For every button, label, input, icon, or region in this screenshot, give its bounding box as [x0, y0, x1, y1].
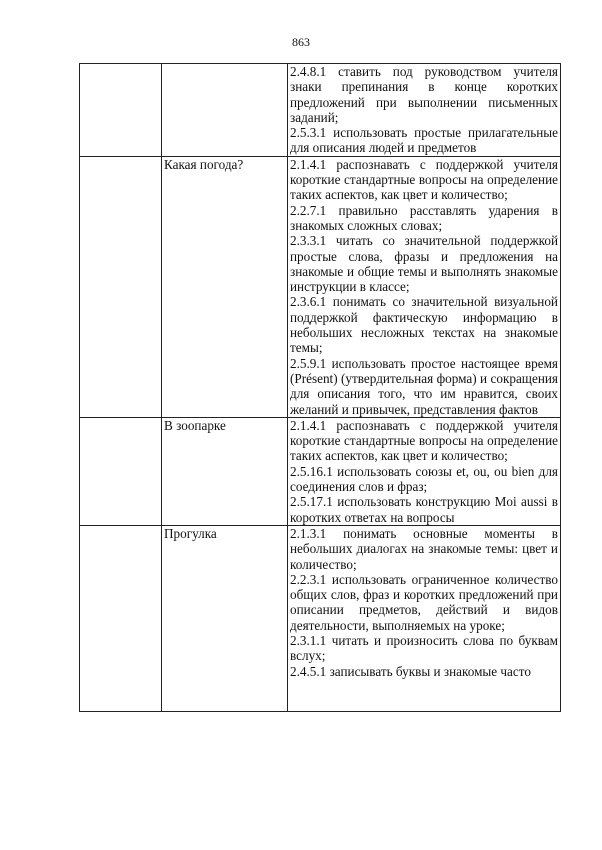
topic-cell: Прогулка [162, 525, 288, 711]
blank-cell [80, 156, 162, 417]
objective-text: 2.4.5.1 записывать буквы и знакомые часто [290, 663, 531, 679]
table-row [80, 156, 561, 417]
topic-cell [162, 64, 288, 157]
blank-cell [80, 64, 162, 157]
objective-text: 2.3.3.1 читать со значительной поддержкой простые слова, фразы и предложения на знакомые и общие темы и выполнять знакомые инструкции в классе; [290, 233, 558, 295]
objective-text: 2.3.1.1 читать и произносить слова по буквам вслух; [290, 632, 558, 664]
table-row [80, 64, 561, 157]
page-number: 863 [292, 35, 310, 49]
objective-text: 2.5.17.1 использовать конструкцию Moi aussi в коротких ответах на вопросы [290, 494, 558, 525]
table-row [80, 417, 561, 525]
objective-text: 2.2.7.1 правильно расставлять ударения в знакомых сложных словах; [290, 202, 558, 233]
objectives-cell [288, 525, 561, 711]
curriculum-table [79, 63, 561, 712]
table-row [80, 525, 561, 711]
objectives-cell [288, 417, 561, 525]
blank-cell [80, 525, 162, 711]
objectives-cell [288, 64, 561, 157]
topic-cell: Какая погода? [162, 156, 288, 417]
objective-text: 2.4.8.1 ставить под руководством учителя знаки препинания в конце коротких предложений при выполнении письменных заданий; [290, 64, 558, 125]
objective-text: 2.5.9.1 использовать простое настоящее время (Présent) (утвердительная форма) и сокращения для описания того, что им нравится, своих желаний и привычек, представления фактов [290, 355, 558, 417]
objective-text: 2.1.4.1 распознавать с поддержкой учителя короткие стандартные вопросы на определение таких аспектов, как цвет и количество; [290, 417, 558, 464]
topic-cell: В зоопарке [162, 417, 288, 525]
objective-text: 2.2.3.1 использовать ограниченное количество общих слов, фраз и коротких предложений при описании предметов, действий и видов деятельности, выполняемых на уроке; [290, 571, 558, 633]
objective-text: 2.1.3.1 понимать основные моменты в небольших диалогах на знакомые темы: цвет и количество; [290, 525, 558, 572]
objective-text: 2.5.16.1 использовать союзы et, ou, ou bien для соединения слов и фраз; [290, 463, 558, 495]
objective-text: 2.3.6.1 понимать со значительной визуальной поддержкой фактическую информацию в небольших несложных текстах на знакомые темы; [290, 294, 558, 356]
objective-text: 2.1.4.1 распознавать с поддержкой учителя короткие стандартные вопросы на определение таких аспектов, как цвет и количество; [290, 156, 558, 203]
objectives-cell [288, 156, 561, 417]
blank-cell [80, 417, 162, 525]
objective-text: 2.5.3.1 использовать простые прилагательные для описания людей и предметов [290, 125, 558, 156]
